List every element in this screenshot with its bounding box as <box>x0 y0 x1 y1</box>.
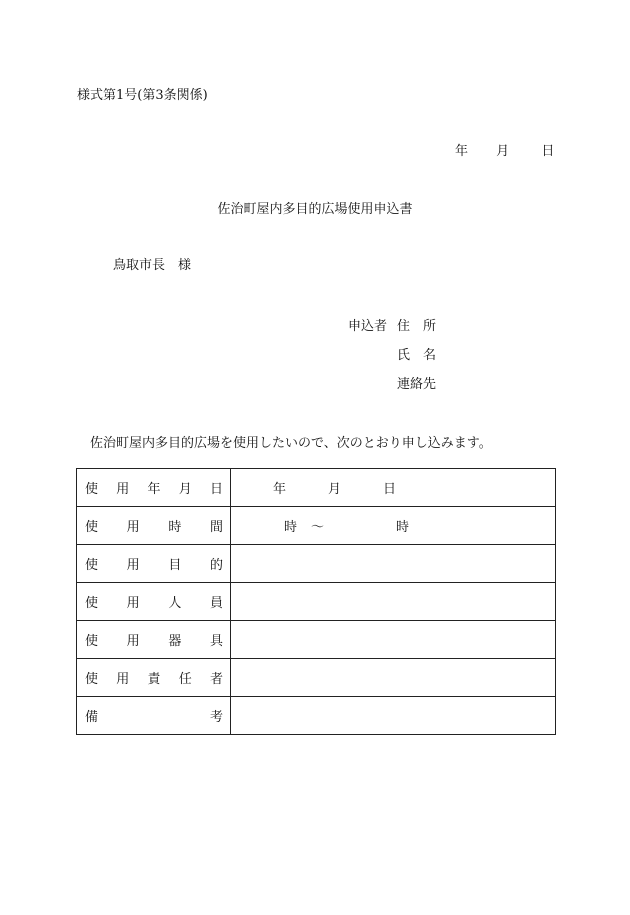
applicant-label: 申込者 <box>348 319 388 334</box>
label-char: 用 <box>116 672 130 687</box>
remarks-label-cell <box>77 697 231 735</box>
application-table <box>76 468 556 735</box>
usage-time-sep: 〜 <box>311 520 325 535</box>
label-char: 的 <box>209 558 223 573</box>
applicant-address-label: 住 所 <box>397 319 437 334</box>
label-char: 責 <box>147 672 161 687</box>
applicant-block <box>348 315 436 402</box>
label-char: 使 <box>85 520 99 535</box>
label-char: 用 <box>126 520 140 535</box>
table-row-remarks <box>77 697 556 735</box>
applicant-name-label: 氏 名 <box>397 348 437 363</box>
usage-purpose-value-cell[interactable] <box>231 545 556 583</box>
label-char: 日 <box>209 482 223 497</box>
usage-date-value-cell[interactable] <box>231 469 556 507</box>
usage-manager-value-cell[interactable] <box>231 659 556 697</box>
applicant-contact-row <box>348 373 436 402</box>
label-char: 人 <box>168 596 182 611</box>
usage-equipment-label-cell <box>77 621 231 659</box>
label-char: 間 <box>209 520 223 535</box>
table-row-usage-time <box>77 507 556 545</box>
table-row-usage-equipment <box>77 621 556 659</box>
table-row-usage-manager <box>77 659 556 697</box>
table-row-usage-purpose <box>77 545 556 583</box>
intro-text: 佐治町屋内多目的広場を使用したいので、次のとおり申し込みます。 <box>90 436 492 451</box>
usage-date-year-label: 年 <box>273 482 287 497</box>
label-char: 用 <box>126 634 140 649</box>
label-char: 用 <box>126 596 140 611</box>
label-char: 月 <box>178 482 192 497</box>
usage-time-end: 時 <box>396 520 410 535</box>
table-row-usage-people <box>77 583 556 621</box>
label-char: 使 <box>85 672 99 687</box>
label-char: 用 <box>116 482 130 497</box>
label-char: 員 <box>209 596 223 611</box>
label-char: 使 <box>85 482 99 497</box>
applicant-name-row <box>348 344 436 373</box>
usage-equipment-value-cell[interactable] <box>231 621 556 659</box>
label-char: 用 <box>126 558 140 573</box>
form-number: 様式第1号(第3条関係) <box>77 88 208 103</box>
label-char: 使 <box>85 596 99 611</box>
usage-date-day-label: 日 <box>383 482 397 497</box>
application-date <box>455 140 554 159</box>
label-char: 目 <box>168 558 182 573</box>
usage-date-month-label: 月 <box>328 482 342 497</box>
usage-time-value-cell[interactable] <box>231 507 556 545</box>
applicant-contact-label: 連絡先 <box>397 377 437 392</box>
label-char: 使 <box>85 558 99 573</box>
usage-people-label-cell <box>77 583 231 621</box>
label-char: 者 <box>209 672 223 687</box>
label-char: 備 <box>85 710 99 725</box>
date-day-label: 日 <box>541 144 555 159</box>
usage-date-label-cell <box>77 469 231 507</box>
usage-manager-label-cell <box>77 659 231 697</box>
label-char: 使 <box>85 634 99 649</box>
label-char: 具 <box>209 634 223 649</box>
table-row-usage-date <box>77 469 556 507</box>
remarks-value-cell[interactable] <box>231 697 556 735</box>
label-char: 年 <box>147 482 161 497</box>
label-char: 考 <box>209 710 223 725</box>
label-char: 時 <box>168 520 182 535</box>
document-title: 佐治町屋内多目的広場使用申込書 <box>217 202 413 217</box>
applicant-address-row <box>348 315 436 344</box>
usage-people-value-cell[interactable] <box>231 583 556 621</box>
usage-time-label-cell <box>77 507 231 545</box>
addressee: 鳥取市長 様 <box>113 258 192 273</box>
usage-time-start: 時 <box>284 520 298 535</box>
date-year-label: 年 <box>455 144 469 159</box>
label-char: 器 <box>168 634 182 649</box>
date-month-label: 月 <box>496 144 510 159</box>
usage-purpose-label-cell <box>77 545 231 583</box>
label-char: 任 <box>178 672 192 687</box>
